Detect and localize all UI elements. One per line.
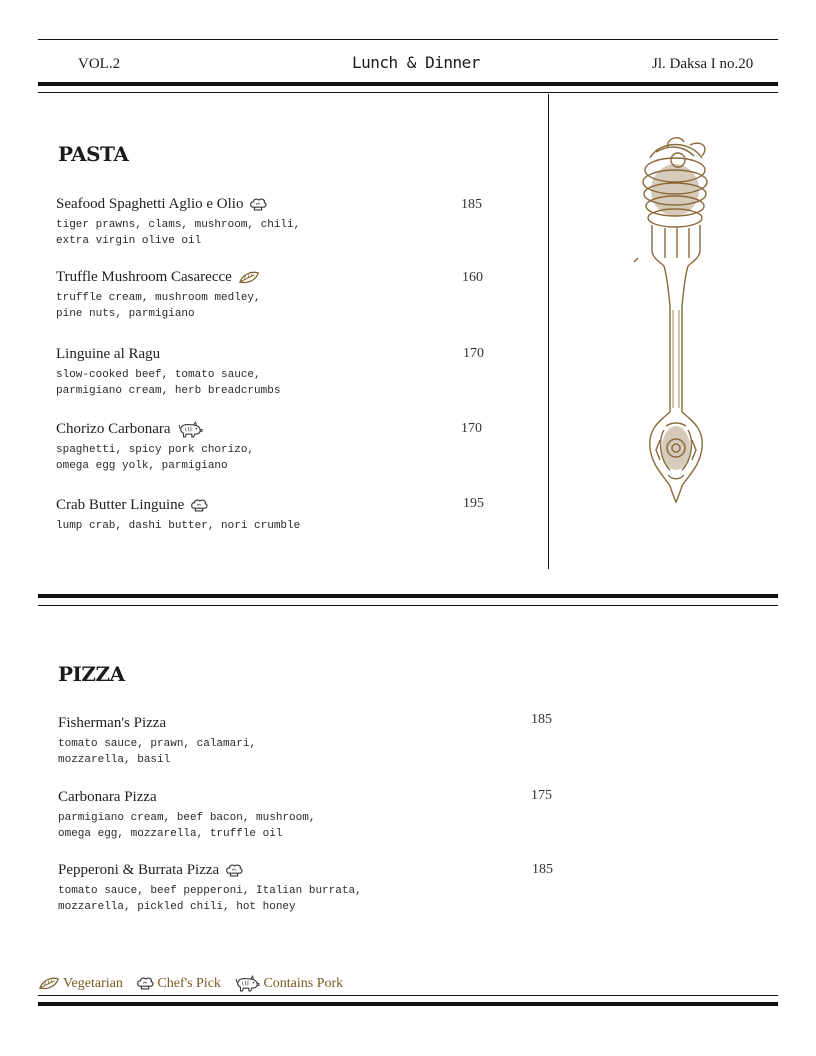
- address-label: Jl. Daksa I no.20: [652, 56, 754, 72]
- contains-pork-icon: [234, 975, 260, 992]
- item-description: tiger prawns, clams, mushroom, chili, extra virgin olive oil: [56, 219, 301, 247]
- section-thick-rule: [38, 594, 778, 598]
- chef-pick-icon: [225, 863, 243, 878]
- footer-thick-rule: [38, 1002, 778, 1006]
- legend-chef-pick-label: Chef's Pick: [157, 975, 221, 991]
- item-description: tomato sauce, prawn, calamari, mozzarella, basil: [58, 738, 257, 766]
- item-description: truffle cream, mushroom medley, pine nuts, parmigiano: [56, 292, 261, 320]
- item-description: lump crab, dashi butter, nori crumble: [56, 520, 301, 532]
- item-name: Fisherman's Pizza: [58, 715, 167, 731]
- section-thin-rule: [38, 605, 778, 606]
- vegetarian-icon: [38, 976, 60, 991]
- menu-item: [56, 269, 261, 322]
- item-price: 185: [532, 862, 553, 877]
- item-description: tomato sauce, beef pepperoni, Italian burrata, mozzarella, pickled chili, hot honey: [58, 885, 362, 913]
- fork-with-pasta-illustration: [620, 130, 730, 510]
- header-thin-rule: [38, 92, 778, 93]
- item-description: parmigiano cream, beef bacon, mushroom, omega egg, mozzarella, truffle oil: [58, 812, 316, 840]
- item-price: 160: [462, 270, 483, 285]
- header-thick-rule: [38, 82, 778, 86]
- item-price: 185: [531, 712, 552, 727]
- chef-pick-icon: [249, 197, 267, 212]
- pasta-section-title: PASTA: [58, 142, 129, 166]
- item-name: Chorizo Carbonara: [56, 421, 171, 437]
- chef-pick-icon: [190, 498, 208, 513]
- menu-item: [56, 421, 254, 474]
- vegetarian-icon: [238, 270, 260, 285]
- page-title: Lunch & Dinner: [352, 53, 480, 72]
- volume-label: VOL.2: [78, 56, 121, 72]
- chef-pick-icon: [136, 976, 154, 991]
- item-name: Linguine al Ragu: [56, 346, 161, 362]
- legend: [38, 975, 353, 992]
- item-price: 175: [531, 788, 552, 803]
- contains-pork-icon: [177, 421, 203, 438]
- menu-item: [58, 862, 362, 915]
- item-name: Pepperoni & Burrata Pizza: [58, 862, 220, 878]
- item-price: 170: [461, 421, 482, 436]
- item-name: Crab Butter Linguine: [56, 497, 185, 513]
- pizza-section-title: PIZZA: [58, 662, 125, 686]
- top-thin-rule: [38, 39, 778, 40]
- item-name: Carbonara Pizza: [58, 789, 157, 805]
- legend-contains-pork-label: Contains Pork: [263, 975, 344, 991]
- item-price: 195: [463, 496, 484, 511]
- menu-item: [56, 346, 280, 399]
- menu-item: [58, 715, 256, 768]
- legend-vegetarian-label: Vegetarian: [63, 975, 123, 991]
- item-name: Truffle Mushroom Casarecce: [56, 269, 232, 285]
- menu-item: [58, 789, 315, 842]
- item-description: slow-cooked beef, tomato sauce, parmigiano cream, herb breadcrumbs: [56, 369, 281, 397]
- menu-item: [56, 196, 300, 249]
- item-description: spaghetti, spicy pork chorizo, omega egg yolk, parmigiano: [56, 444, 255, 473]
- menu-item: [56, 497, 300, 534]
- item-price: 170: [463, 346, 484, 361]
- item-price: 185: [461, 197, 482, 212]
- column-divider: [548, 94, 549, 569]
- footer-thin-rule: [38, 995, 778, 996]
- item-name: Seafood Spaghetti Aglio e Olio: [56, 196, 244, 212]
